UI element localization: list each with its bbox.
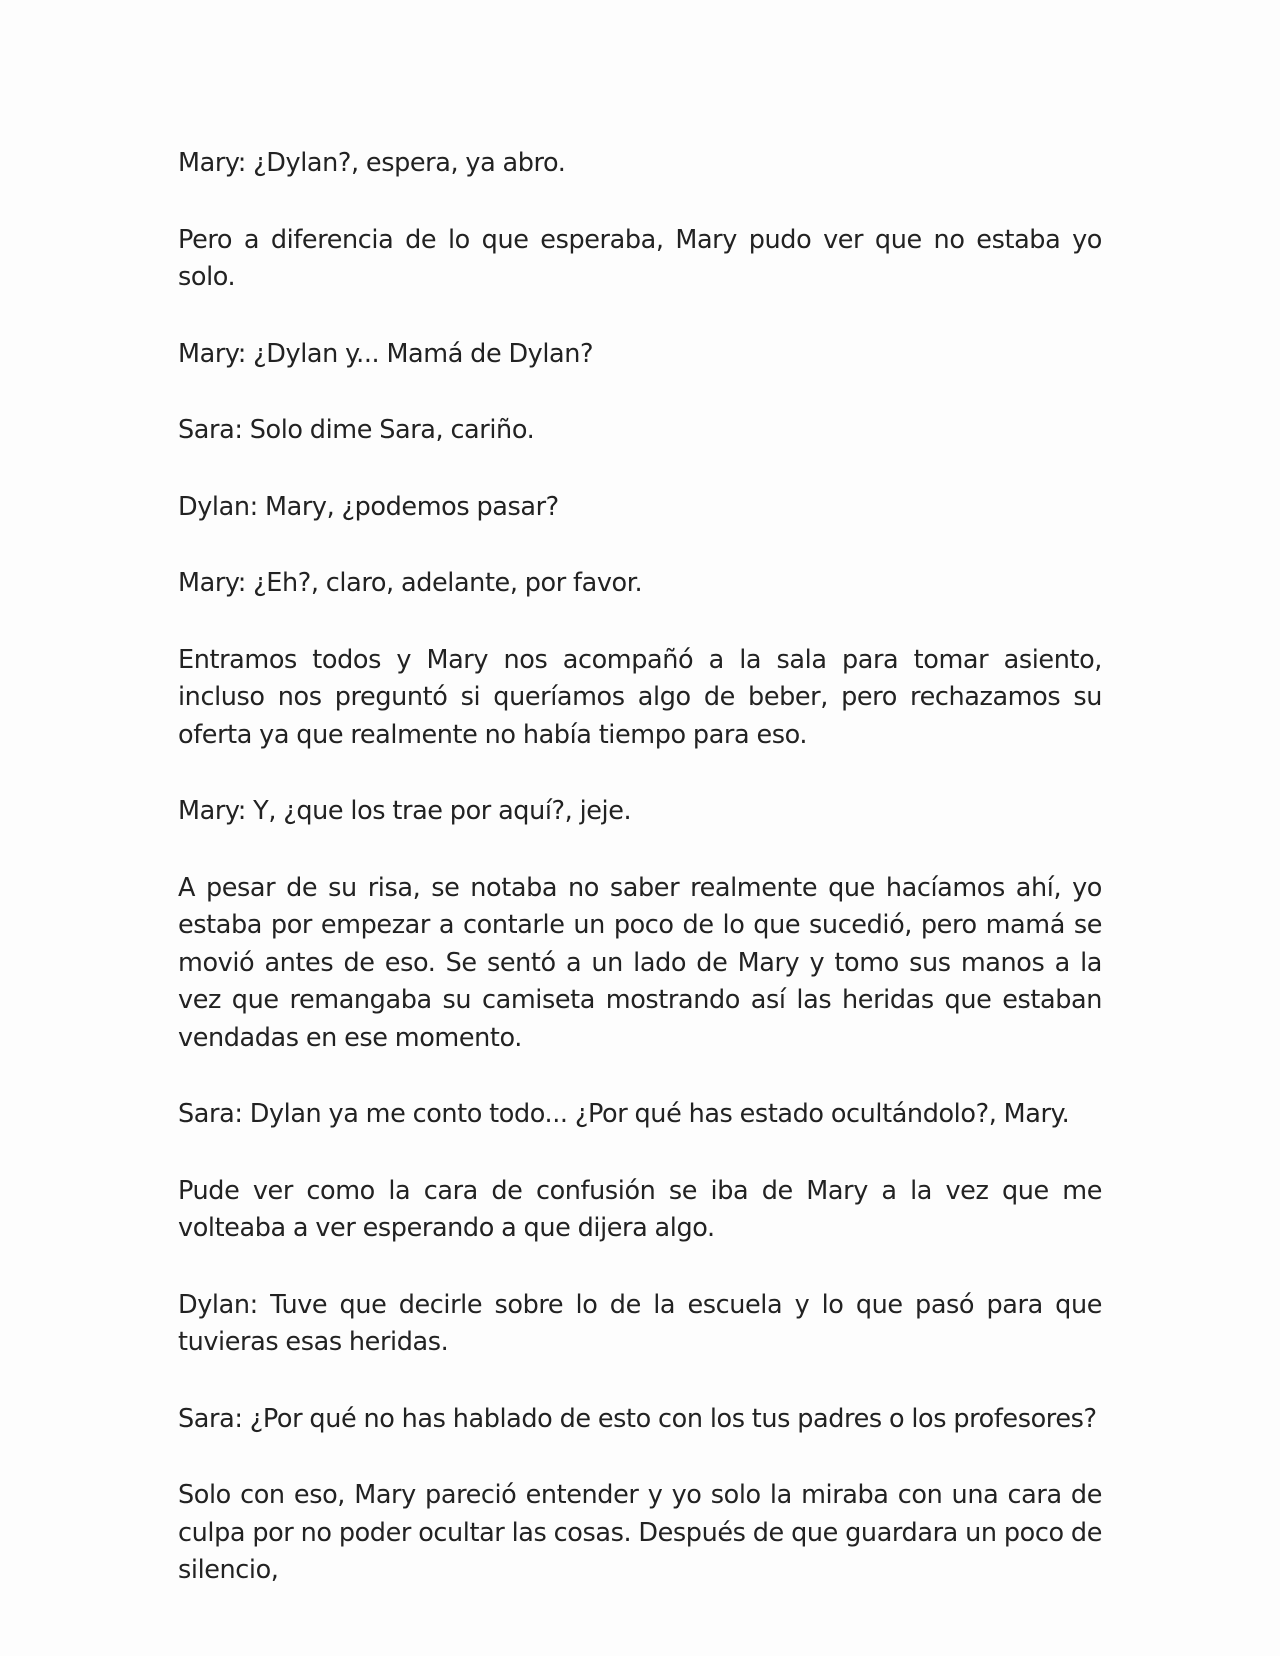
paragraph: Dylan: Mary, ¿podemos pasar? <box>178 491 559 522</box>
paragraph: Mary: ¿Dylan y... Mamá de Dylan? <box>178 338 594 369</box>
paragraph: Pude ver como la cara de confusión se iba de Mary a la vez que me volteaba a ver esperando a que dijera algo. <box>178 1175 1102 1243</box>
paragraph: Dylan: Tuve que decirle sobre lo de la escuela y lo que pasó para que tuvieras esas heridas. <box>178 1289 1102 1357</box>
paragraph: Mary: ¿Eh?, claro, adelante, por favor. <box>178 568 643 598</box>
paragraph: Solo con eso, Mary pareció entender y yo solo la miraba con una cara de culpa por no poder ocultar las cosas. Después de que guardara un poco de silencio, <box>178 1480 1102 1585</box>
paragraph: Sara: Dylan ya me conto todo... ¿Por qué has estado ocultándolo?, Mary. <box>178 1099 1070 1129</box>
paragraph: Mary: ¿Dylan?, espera, ya abro. <box>178 148 566 178</box>
document-page <box>178 145 1102 1629</box>
paragraph: A pesar de su risa, se notaba no saber realmente que hacíamos ahí, yo estaba por empezar a contarle un poco de lo que sucedió, pero mamá se movió antes de eso. Se sentó a un lado de Mary y tomo sus manos a la vez que remangaba su camiseta mostrando así las heridas que estaban vendadas en ese momento. <box>178 872 1102 1053</box>
paragraph: Sara: Solo dime Sara, cariño. <box>178 415 535 445</box>
paragraph: Pero a diferencia de lo que esperaba, Mary pudo ver que no estaba yo solo. <box>178 224 1102 292</box>
paragraph: Mary: Y, ¿que los trae por aquí?, jeje. <box>178 796 632 826</box>
paragraph: Entramos todos y Mary nos acompañó a la sala para tomar asiento, incluso nos preguntó si queríamos algo de beber, pero rechazamos su oferta ya que realmente no había tiempo para eso. <box>178 644 1102 750</box>
paragraph: Sara: ¿Por qué no has hablado de esto con los tus padres o los profesores? <box>178 1403 1097 1434</box>
